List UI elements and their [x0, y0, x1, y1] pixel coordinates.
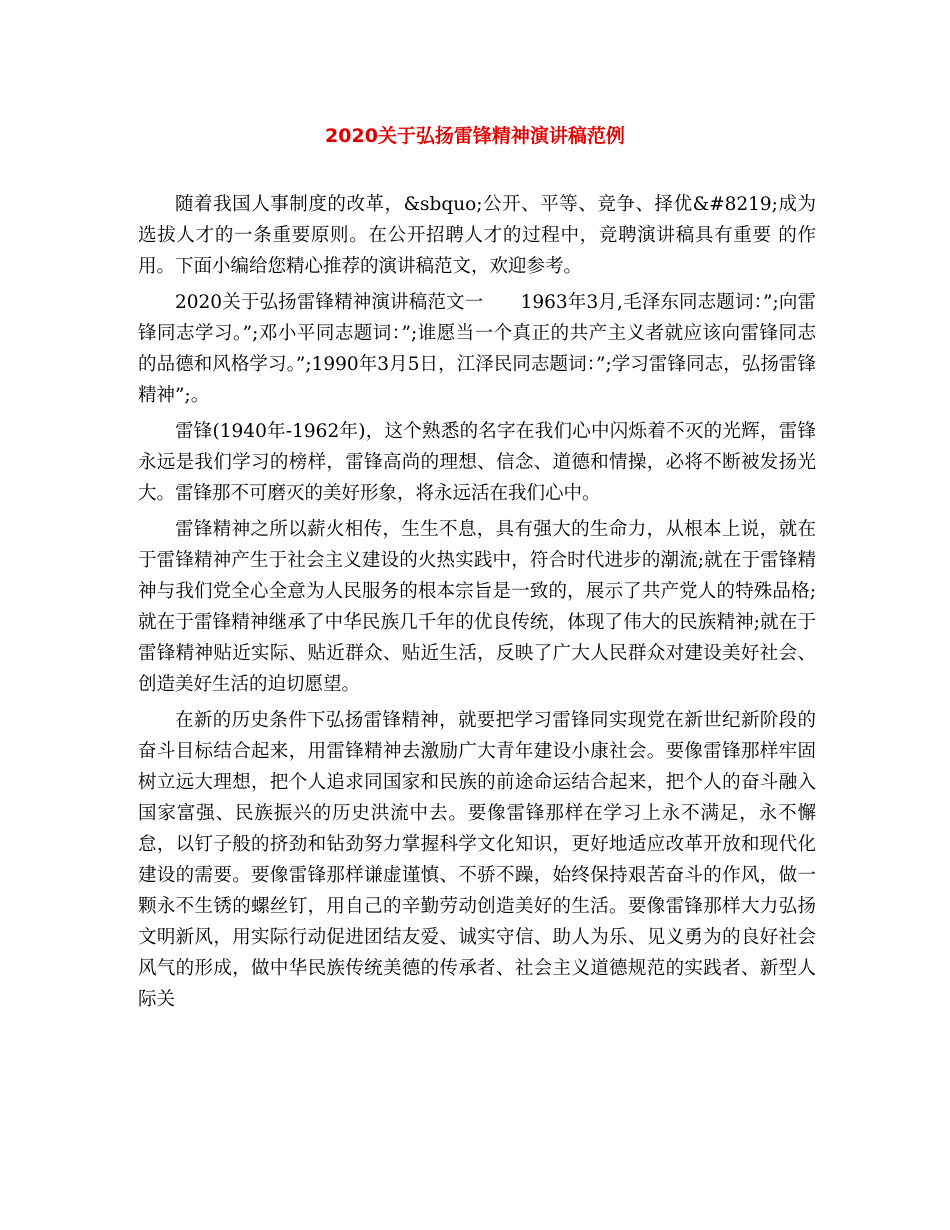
- document-body: [138, 189, 816, 1020]
- paragraph-spirit: 雷锋精神之所以薪火相传，生生不息，具有强大的生命力，从根本上说，就在于雷锋精神产生于社会主义建设的火热实践中，符合时代进步的潮流;就在于雷锋精神与我们党全心全意为人民服务的根本宗旨是一致的，展示了共产党人的特殊品格;就在于雷锋精神继承了中华民族几千年的优良传统，体现了伟大的民族精神;就在于雷锋精神贴近实际、贴近群众、贴近生活，反映了广大人民群众对建设美好社会、创造美好生活的迫切愿望。: [138, 519, 816, 695]
- paragraph-inscriptions: 2020关于弘扬雷锋精神演讲稿范文一 1963年3月,毛泽东同志题词：”;向雷锋同志学习。”;邓小平同志题词：”;谁愿当一个真正的共产主义者就应该向雷锋同志的品德和风格学习。”;1990年3月5日，江泽民同志题词：”;学习雷锋同志，弘扬雷锋精神”;。: [138, 292, 816, 406]
- paragraph-leifeng: 雷锋(1940年-1962年)，这个熟悉的名字在我们心中闪烁着不灭的光辉，雷锋永远是我们学习的榜样，雷锋高尚的理想、信念、道德和情操，必将不断被发扬光大。雷锋那不可磨灭的美好形象，将永远活在我们心中。: [138, 421, 816, 504]
- document-title: 2020关于弘扬雷锋精神演讲稿范例: [325, 125, 625, 147]
- paragraph-intro: 随着我国人事制度的改革，&sbquo;公开、平等、竞争、择优&#8219;成为选拔人才的一条重要原则。在公开招聘人才的过程中，竞聘演讲稿具有重要 的作用。下面小编给您精心推荐的演讲稿范文，欢迎参考。: [138, 194, 816, 277]
- paragraph-new-era: 在新的历史条件下弘扬雷锋精神，就要把学习雷锋同实现党在新世纪新阶段的奋斗目标结合起来，用雷锋精神去激励广大青年建设小康社会。要像雷锋那样牢固树立远大理想，把个人追求同国家和民族的前途命运结合起来，把个人的奋斗融入国家富强、民族振兴的历史洪流中去。要像雷锋那样在学习上永不满足，永不懈怠，以钉子般的挤劲和钻劲努力掌握科学文化知识，更好地适应改革开放和现代化建设的需要。要像雷锋那样谦虚谨慎、不骄不躁，始终保持艰苦奋斗的作风，做一颗永不生锈的螺丝钉，用自己的辛勤劳动创造美好的生活。要像雷锋那样大力弘扬文明新风，用实际行动促进团结友爱、诚实守信、助人为乐、见义勇为的良好社会风气的形成，做中华民族传统美德的传承者、社会主义道德规范的实践者、新型人际关: [138, 710, 816, 1010]
